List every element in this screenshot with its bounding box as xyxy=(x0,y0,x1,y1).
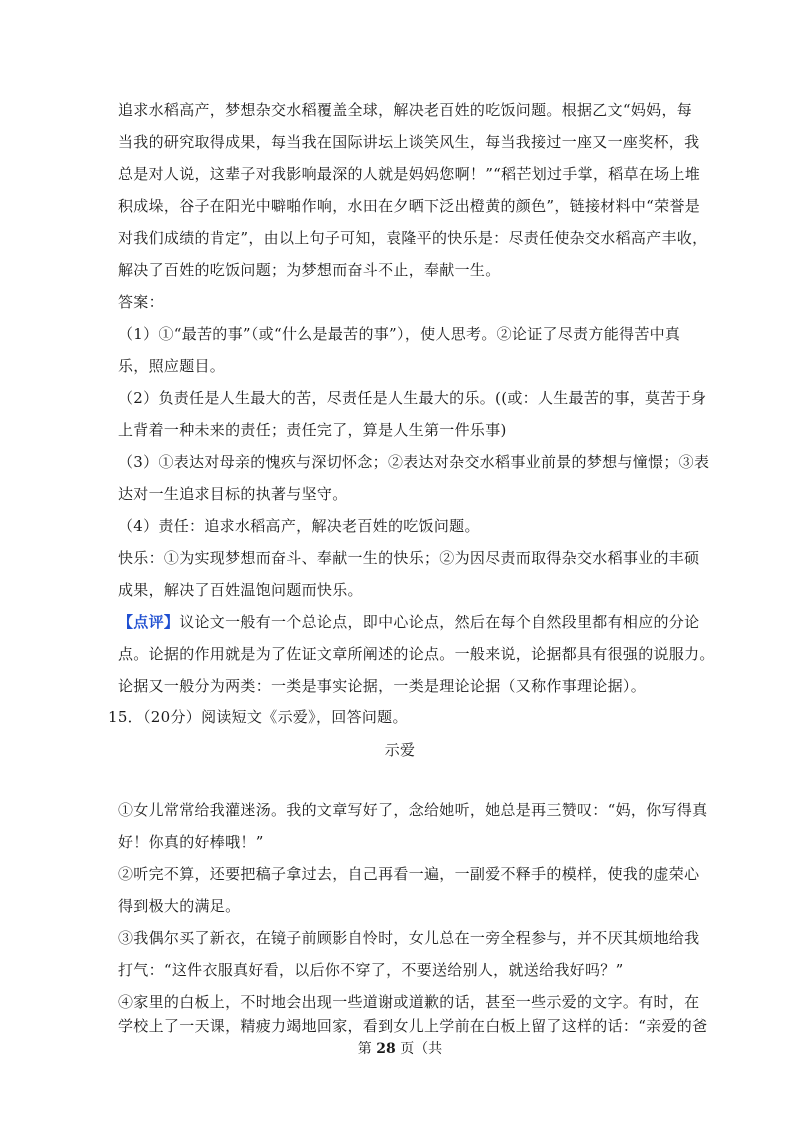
analysis-line: 追求水稻高产，梦想杂交水稻覆盖全球，解决老百姓的吃饭问题。根据乙文“妈妈，每 xyxy=(118,101,693,119)
passage-line: ③我偶尔买了新衣，在镜子前顾影自怜时，女儿总在一旁全程参与，并不厌其烦地给我 xyxy=(118,929,700,947)
comment-line: 点。论据的作用就是为了佐证文章所阐述的论点。一般来说，论据都具有很强的说服力。 xyxy=(118,645,715,663)
footer-prefix: 第 xyxy=(357,1041,372,1057)
passage-line: 打气：“这件衣服真好看，以后你不穿了，不要送给别人，就送给我好吗？” xyxy=(118,961,624,979)
analysis-line: 对我们成绩的肯定”，由以上句子可知，袁隆平的快乐是：尽责任使杂交水稻高产丰收， xyxy=(118,229,708,247)
comment-text: 议论文一般有一个总论点，即中心论点，然后在每个自然段里都有相应的分论 xyxy=(179,613,700,631)
footer-suffix: 页（共 xyxy=(400,1041,443,1057)
comment-label: 【点评】 xyxy=(118,613,180,631)
question-heading: 15．（20分）阅读短文《示爱》，回答问题。 xyxy=(108,708,408,726)
passage-line: ②听完不算，还要把稿子拿过去，自己再看一遍，一副爱不释手的模样，使我的虚荣心 xyxy=(118,865,700,883)
passage-line: ①女儿常常给我灌迷汤。我的文章写好了，念给她听，她总是再三赞叹：“妈，你写得真 xyxy=(118,801,708,819)
passage-line: 学校上了一天课，精疲力竭地回家，看到女儿上学前在白板上留了这样的话：“亲爱的爸 xyxy=(118,1017,708,1035)
analysis-line: 解决了百姓的吃饭问题；为梦想而奋斗不止，奉献一生。 xyxy=(118,261,501,279)
answer-line: 上背着一种未来的责任；责任完了，算是人生第一件乐事) xyxy=(118,421,507,439)
page-footer xyxy=(0,1040,800,1058)
passage-line: ④家里的白板上，不时地会出现一些道谢或道歉的话，甚至一些示爱的文字。有时，在 xyxy=(118,993,700,1011)
answer-line: （1）①“最苦的事”（或“什么是最苦的事”），使人思考。②论证了尽责方能得苦中真 xyxy=(118,325,681,343)
answer-line: （3）①表达对母亲的愧疚与深切怀念；②表达对杂交水稻事业前景的梦想与憧憬；③表 xyxy=(118,453,710,471)
answer-line: 成果，解决了百姓温饱问题而快乐。 xyxy=(118,581,363,599)
passage-line: 好！你真的好棒哦！” xyxy=(118,833,264,851)
answer-line: 达对一生追求目标的执著与坚守。 xyxy=(118,485,348,503)
comment-line: 论据又一般分为两类：一类是事实论据，一类是理论论据（又称作事理论据）。 xyxy=(118,677,647,695)
answer-line: （4）责任：追求水稻高产，解决老百姓的吃饭问题。 xyxy=(118,517,480,535)
answer-label: 答案： xyxy=(118,293,164,311)
passage-line: 得到极大的满足。 xyxy=(118,897,241,915)
page-number: 28 xyxy=(376,1041,396,1057)
comment-line xyxy=(118,612,700,632)
analysis-line: 总是对人说，这辈子对我影响最深的人就是妈妈您啊！”“稻芒划过手掌，稻草在场上堆 xyxy=(118,165,701,183)
analysis-line: 积成垛，谷子在阳光中噼啪作响，水田在夕晒下泛出橙黄的颜色”，链接材料中“荣誉是 xyxy=(118,197,701,215)
answer-line: 乐，照应题目。 xyxy=(118,357,226,375)
answer-line: 快乐：①为实现梦想而奋斗、奉献一生的快乐；②为因尽责而取得杂交水稻事业的丰硕 xyxy=(118,549,700,567)
answer-line: （2）负责任是人生最大的苦，尽责任是人生最大的乐。((或：人生最苦的事，莫苦于身 xyxy=(118,389,707,407)
passage-title: 示爱 xyxy=(384,741,416,759)
analysis-line: 当我的研究取得成果，每当我在国际讲坛上谈笑风生，每当我接过一座又一座奖杯，我 xyxy=(118,133,700,151)
